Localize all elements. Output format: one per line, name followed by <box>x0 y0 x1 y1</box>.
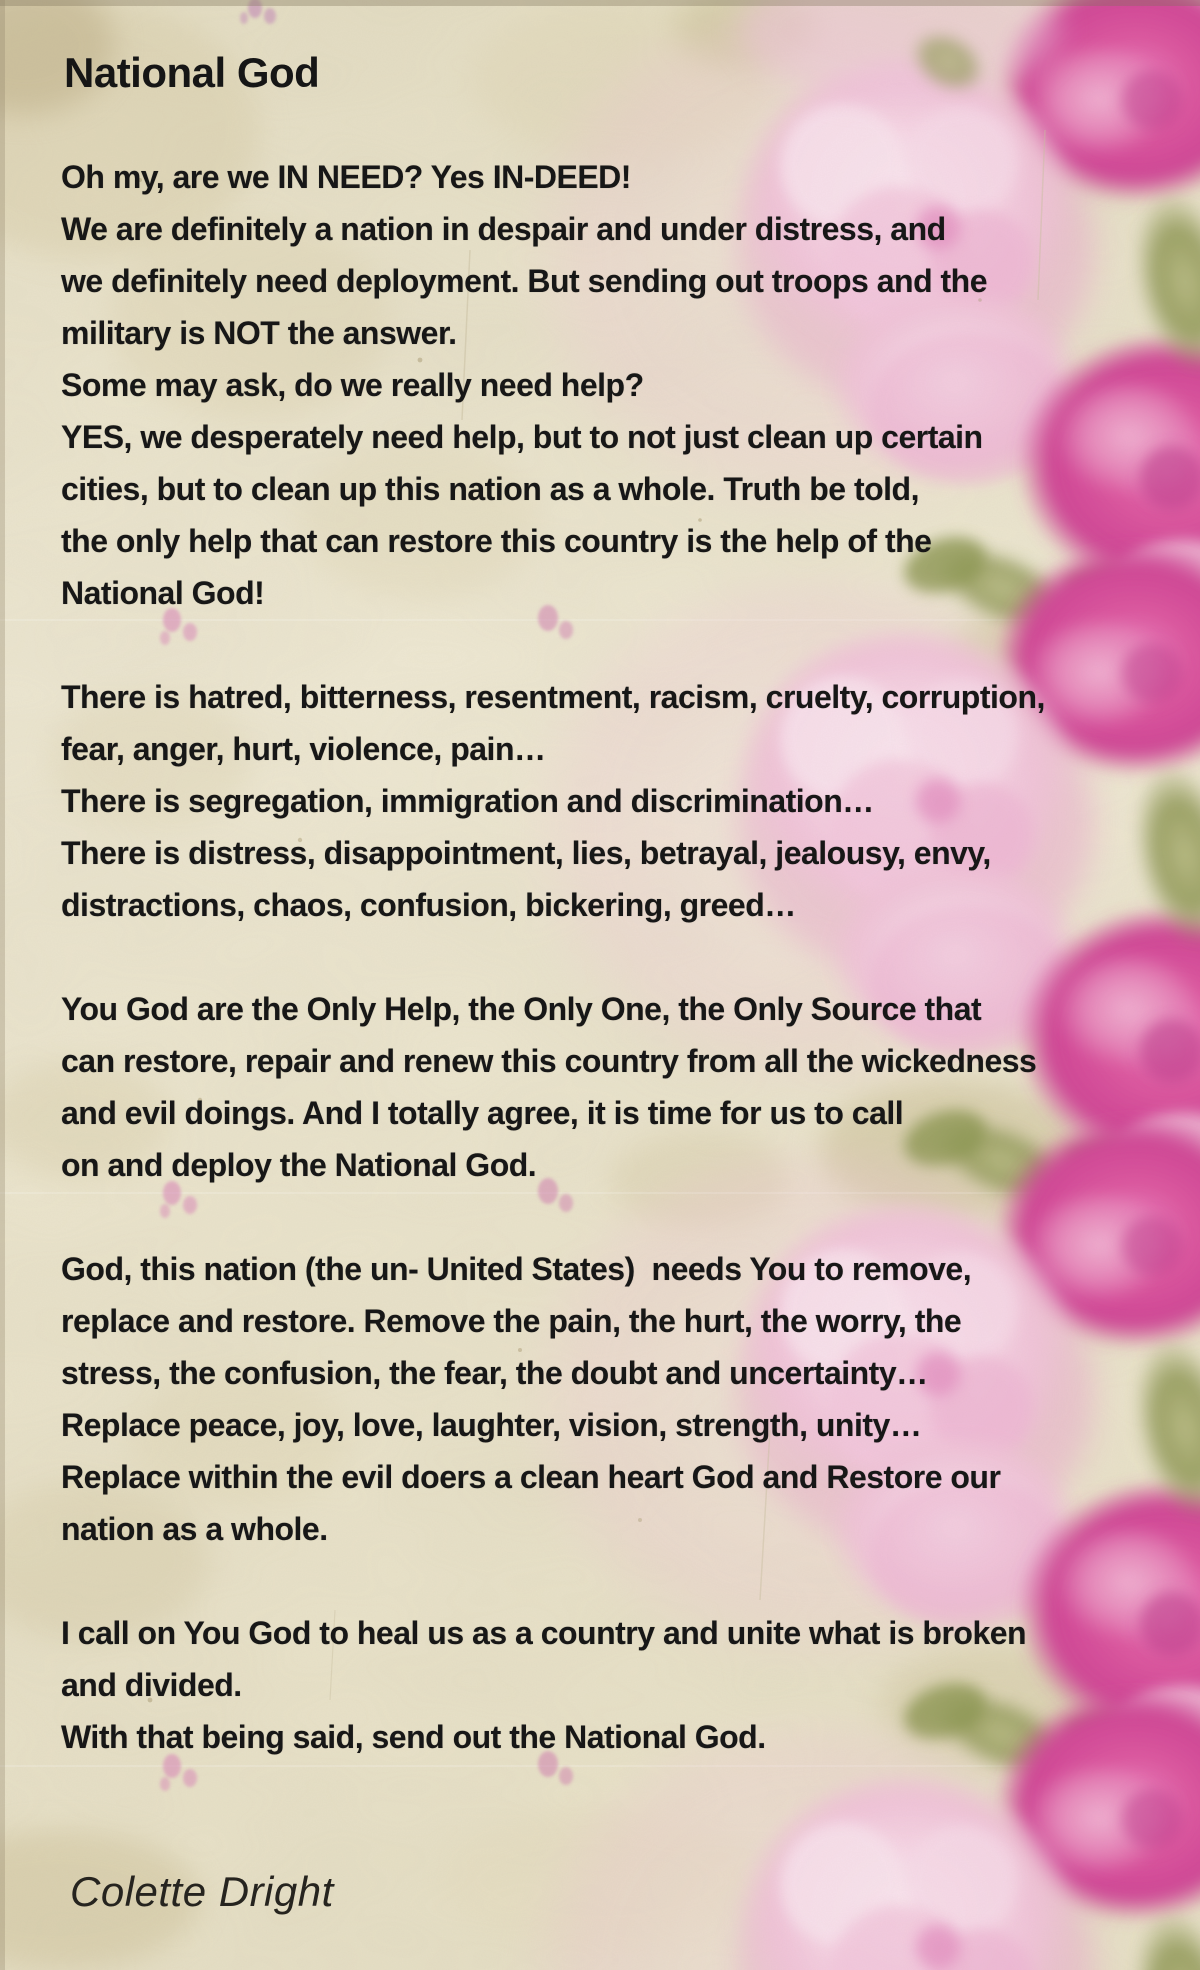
poem-author-signature: Colette Dright <box>70 1868 334 1915</box>
poem-line: I call on You God to heal us as a country and unite what is broken <box>61 1615 1027 1651</box>
poem-line: stress, the confusion, the fear, the doubt and uncertainty… <box>61 1355 928 1391</box>
poem-line: fear, anger, hurt, violence, pain… <box>61 731 546 767</box>
poem-line: Some may ask, do we really need help? <box>61 367 644 403</box>
poem-line: replace and restore. Remove the pain, the hurt, the worry, the <box>61 1303 962 1339</box>
poem-line: God, this nation (the un- United States) needs You to remove, <box>61 1251 972 1287</box>
poem-line: Replace peace, joy, love, laughter, vision, strength, unity… <box>61 1407 922 1443</box>
poem-line: we definitely need deployment. But sending out troops and the <box>61 263 987 299</box>
stanza <box>61 983 1181 1191</box>
poem-line: cities, but to clean up this nation as a whole. Truth be told, <box>61 471 919 507</box>
poem-line: the only help that can restore this country is the help of the <box>61 523 932 559</box>
poem-title: National God <box>64 49 320 96</box>
poem-line: military is NOT the answer. <box>61 315 457 351</box>
stanza <box>61 671 1181 931</box>
stanza <box>61 1607 1181 1763</box>
poem-line: distractions, chaos, confusion, bickering, greed… <box>61 887 796 923</box>
stanza <box>61 151 1181 619</box>
poem-body <box>61 151 1181 1815</box>
poem-line: You God are the Only Help, the Only One, the Only Source that <box>61 991 982 1027</box>
poem-line: There is hatred, bitterness, resentment, racism, cruelty, corruption, <box>61 679 1045 715</box>
poem-line: and divided. <box>61 1667 242 1703</box>
poem-line: and evil doings. And I totally agree, it is time for us to call <box>61 1095 904 1131</box>
poem-line: There is distress, disappointment, lies, betrayal, jealousy, envy, <box>61 835 991 871</box>
poem-line: With that being said, send out the National God. <box>61 1719 766 1755</box>
poem-line: Oh my, are we IN NEED? Yes IN-DEED! <box>61 159 631 195</box>
poem-line: nation as a whole. <box>61 1511 328 1547</box>
poem-line: We are definitely a nation in despair and under distress, and <box>61 211 946 247</box>
poem-line: National God! <box>61 575 265 611</box>
poem-line: Replace within the evil doers a clean heart God and Restore our <box>61 1459 1001 1495</box>
poem-line: can restore, repair and renew this country from all the wickedness <box>61 1043 1037 1079</box>
poem-line: on and deploy the National God. <box>61 1147 537 1183</box>
poem-line: YES, we desperately need help, but to not just clean up certain <box>61 419 983 455</box>
poem-line: There is segregation, immigration and discrimination… <box>61 783 874 819</box>
stanza <box>61 1243 1181 1555</box>
